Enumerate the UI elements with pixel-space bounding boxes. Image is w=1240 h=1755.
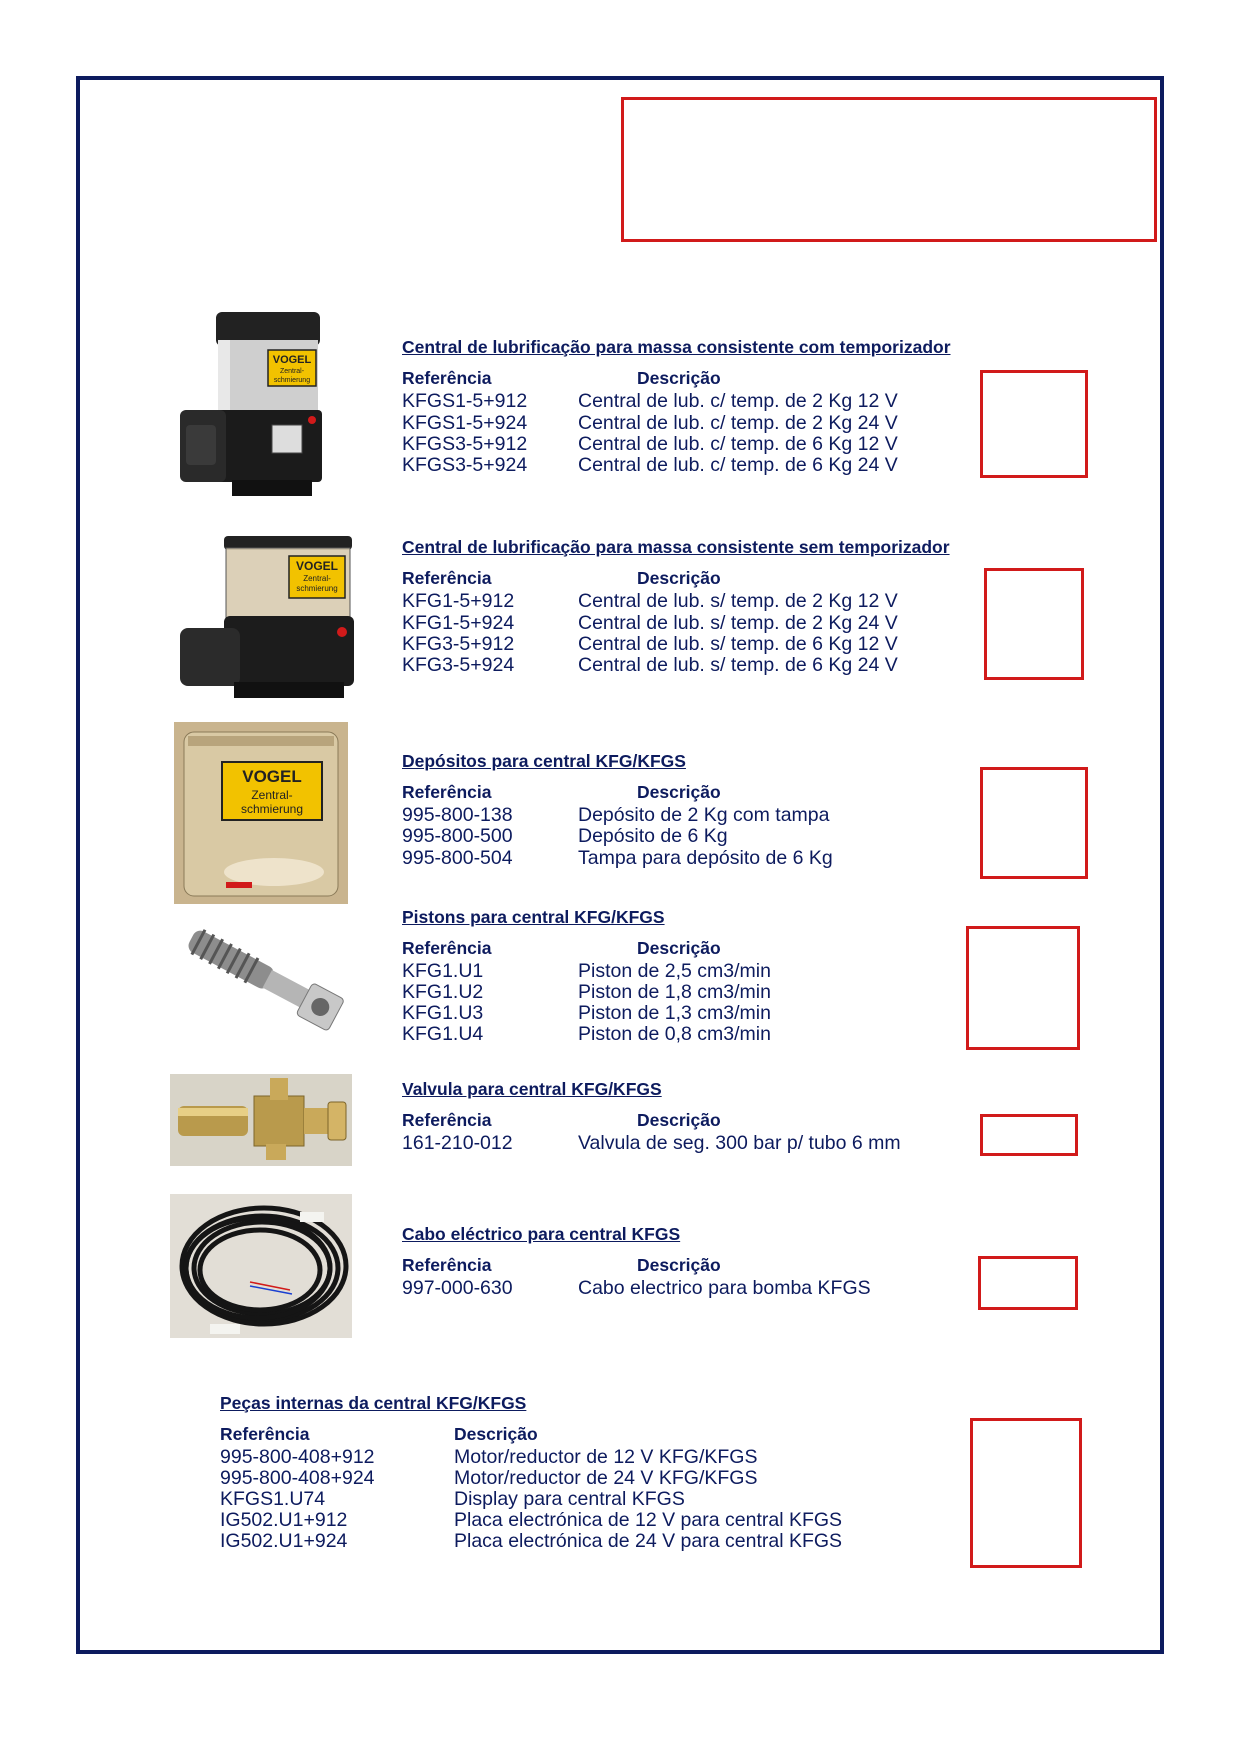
desc-cell: Motor/reductor de 12 V KFG/KFGS: [454, 1446, 758, 1468]
desc-header: Descrição: [637, 1110, 721, 1130]
ref-cell: KFGS3-5+912: [402, 433, 528, 455]
section-title: Central de lubrificação para massa consistente sem temporizador: [402, 537, 950, 557]
ref-header: Referência: [220, 1424, 310, 1444]
desc-cell: Placa electrónica de 24 V para central KFGS: [454, 1530, 843, 1552]
logo-text: VOGEL: [295, 559, 339, 573]
cable-image: [170, 1194, 352, 1338]
ref-header: Referência: [402, 568, 492, 588]
price-box: [980, 767, 1088, 879]
desc-cell: Central de lub. c/ temp. de 2 Kg 24 V: [578, 412, 898, 434]
logo-sub2: schmierung: [296, 584, 338, 593]
desc-cell: Central de lub. s/ temp. de 6 Kg 24 V: [578, 654, 898, 676]
desc-cell: Central de lub. c/ temp. de 2 Kg 12 V: [578, 390, 898, 412]
reservoir-image: [174, 722, 348, 904]
desc-header: Descrição: [637, 782, 721, 802]
ref-cell: 997-000-630: [402, 1277, 513, 1299]
section-title: Pistons para central KFG/KFGS: [402, 907, 665, 927]
ref-cell: 995-800-504: [402, 847, 513, 869]
desc-cell: Depósito de 6 Kg: [578, 825, 728, 847]
ref-cell: IG502.U1+924: [220, 1530, 348, 1552]
desc-cell: Central de lub. s/ temp. de 2 Kg 12 V: [578, 590, 898, 612]
desc-cell: Central de lub. c/ temp. de 6 Kg 12 V: [578, 433, 898, 455]
ref-cell: 995-800-500: [402, 825, 513, 847]
ref-header: Referência: [402, 938, 492, 958]
header-box: [621, 97, 1157, 242]
ref-cell: KFG1.U1: [402, 960, 484, 982]
logo-sub1: Zentral-: [303, 574, 331, 583]
logo-sub1: Zentral-: [279, 368, 305, 375]
price-box: [980, 1114, 1078, 1156]
piston-image: [172, 914, 352, 1038]
desc-cell: Central de lub. c/ temp. de 6 Kg 24 V: [578, 454, 898, 476]
desc-cell: Display para central KFGS: [454, 1488, 685, 1510]
desc-cell: Placa electrónica de 12 V para central KFGS: [454, 1509, 843, 1531]
logo-text: VOGEL: [242, 767, 302, 786]
price-box: [970, 1418, 1082, 1568]
ref-cell: 161-210-012: [402, 1132, 513, 1154]
pump-without-timer-image: [174, 532, 360, 704]
desc-header: Descrição: [637, 938, 721, 958]
desc-cell: Piston de 1,3 cm3/min: [578, 1002, 771, 1024]
desc-cell: Piston de 1,8 cm3/min: [578, 981, 771, 1003]
ref-header: Referência: [402, 368, 492, 388]
desc-cell: Cabo electrico para bomba KFGS: [578, 1277, 871, 1299]
pump-with-timer-image: [172, 310, 332, 500]
ref-cell: KFG1.U2: [402, 981, 484, 1003]
ref-header: Referência: [402, 1255, 492, 1275]
desc-cell: Depósito de 2 Kg com tampa: [578, 804, 830, 826]
section-title: Valvula para central KFG/KFGS: [402, 1079, 662, 1099]
section-title: Peças internas da central KFG/KFGS: [220, 1393, 527, 1413]
ref-cell: 995-800-408+924: [220, 1467, 375, 1489]
price-box: [980, 370, 1088, 478]
section-title: Central de lubrificação para massa consistente com temporizador: [402, 337, 951, 357]
valve-image: [170, 1074, 352, 1166]
logo-sub2: schmierung: [240, 802, 304, 816]
price-box: [978, 1256, 1078, 1310]
logo-text: VOGEL: [272, 354, 312, 366]
desc-header: Descrição: [637, 1255, 721, 1275]
desc-cell: Tampa para depósito de 6 Kg: [578, 847, 833, 869]
ref-cell: KFG1-5+912: [402, 590, 515, 612]
ref-cell: KFGS3-5+924: [402, 454, 528, 476]
desc-header: Descrição: [637, 568, 721, 588]
ref-cell: KFG3-5+912: [402, 633, 515, 655]
ref-cell: KFG1-5+924: [402, 612, 515, 634]
section-title: Depósitos para central KFG/KFGS: [402, 751, 686, 771]
price-box: [984, 568, 1084, 680]
ref-header: Referência: [402, 782, 492, 802]
ref-cell: 995-800-408+912: [220, 1446, 375, 1468]
section-title: Cabo eléctrico para central KFGS: [402, 1224, 681, 1244]
ref-cell: KFGS1-5+924: [402, 412, 528, 434]
ref-cell: 995-800-138: [402, 804, 513, 826]
price-box: [966, 926, 1080, 1050]
desc-cell: Central de lub. s/ temp. de 2 Kg 24 V: [578, 612, 898, 634]
desc-header: Descrição: [454, 1424, 538, 1444]
logo-sub1: Zentral-: [251, 788, 293, 802]
logo-sub2: schmierung: [273, 377, 311, 384]
ref-cell: KFG1.U3: [402, 1002, 484, 1024]
ref-cell: KFGS1-5+912: [402, 390, 528, 412]
desc-cell: Valvula de seg. 300 bar p/ tubo 6 mm: [578, 1132, 901, 1154]
ref-cell: IG502.U1+912: [220, 1509, 348, 1531]
desc-cell: Piston de 0,8 cm3/min: [578, 1023, 771, 1045]
ref-cell: KFG1.U4: [402, 1023, 484, 1045]
desc-cell: Piston de 2,5 cm3/min: [578, 960, 771, 982]
ref-cell: KFGS1.U74: [220, 1488, 326, 1510]
desc-header: Descrição: [637, 368, 721, 388]
desc-cell: Central de lub. s/ temp. de 6 Kg 12 V: [578, 633, 898, 655]
ref-header: Referência: [402, 1110, 492, 1130]
desc-cell: Motor/reductor de 24 V KFG/KFGS: [454, 1467, 758, 1489]
ref-cell: KFG3-5+924: [402, 654, 515, 676]
